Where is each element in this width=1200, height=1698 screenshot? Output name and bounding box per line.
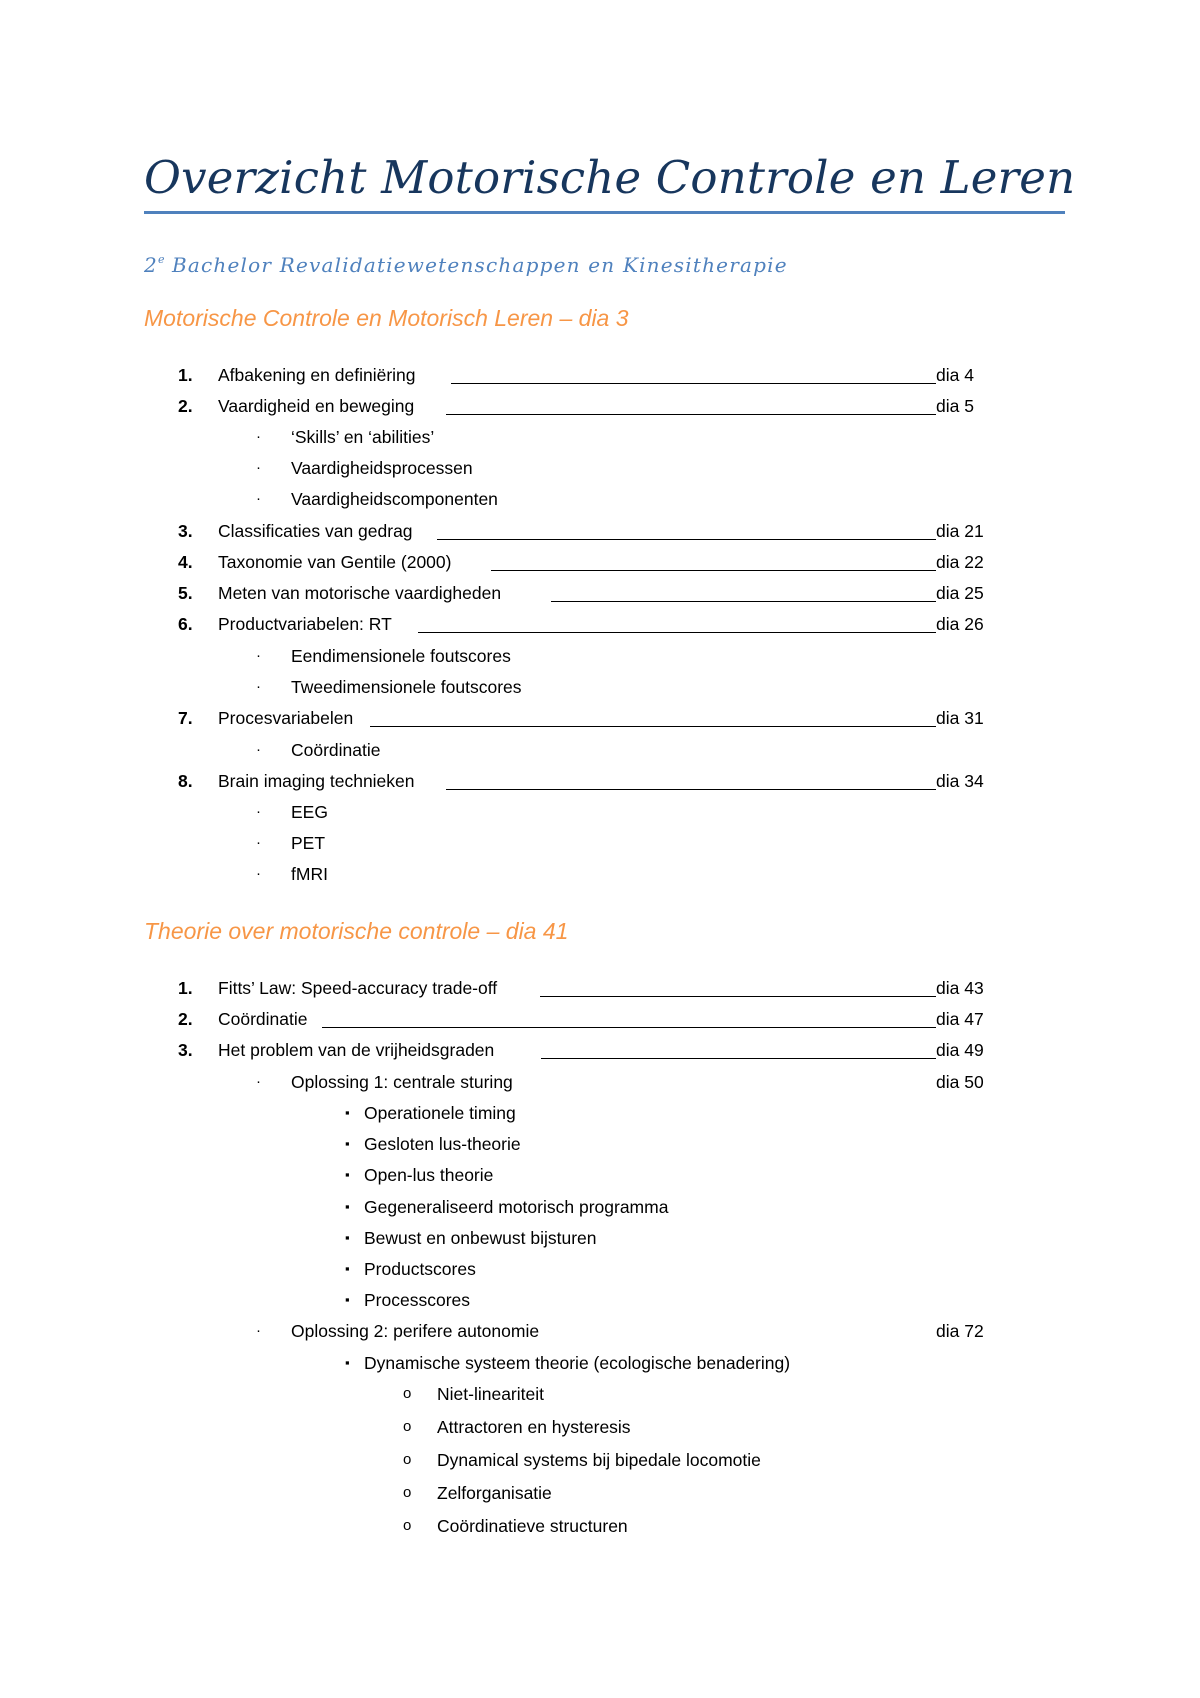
dotted-leader [491, 570, 936, 571]
slide-reference: dia 50 [936, 1072, 984, 1092]
dotted-leader [370, 726, 936, 727]
item-text: fMRI [291, 864, 328, 884]
item-text: Bewust en onbewust bijsturen [364, 1228, 597, 1248]
dotted-leader [322, 1027, 936, 1028]
subtitle-superscript: e [157, 253, 165, 266]
item-text: Dynamical systems bij bipedale locomotie [437, 1450, 761, 1470]
item-number: 1. [178, 365, 193, 385]
bullet-icon: · [256, 1073, 261, 1090]
item-text: Vaardigheidscomponenten [291, 489, 498, 509]
item-number: 4. [178, 552, 193, 572]
dotted-leader [451, 383, 936, 384]
item-text: Gegeneraliseerd motorisch programma [364, 1197, 669, 1217]
item-number: 5. [178, 583, 193, 603]
slide-reference: dia 34 [936, 771, 984, 791]
item-number: 3. [178, 521, 193, 541]
slide-reference: dia 21 [936, 521, 984, 541]
dotted-leader [418, 632, 936, 633]
item-text: Open-lus theorie [364, 1165, 494, 1185]
item-text: Vaardigheid en beweging [218, 396, 415, 416]
square-bullet-icon: ▪ [345, 1199, 350, 1214]
item-text: Coördinatie [291, 740, 381, 760]
item-text: PET [291, 833, 326, 853]
slide-reference: dia 47 [936, 1009, 984, 1029]
subtitle-text: Bachelor Revalidatiewetenschappen en Kinesitherapie [164, 253, 788, 277]
item-text: Classificaties van gedrag [218, 521, 413, 541]
document-subtitle [144, 245, 788, 280]
square-bullet-icon: ▪ [345, 1105, 350, 1120]
dotted-leader [540, 996, 936, 997]
item-number: 7. [178, 708, 193, 728]
slide-reference: dia 31 [936, 708, 984, 728]
bullet-icon: · [256, 803, 261, 820]
section-heading-1: Motorische Controle en Motorisch Leren – dia 3 [144, 305, 629, 331]
square-bullet-icon: ▪ [345, 1355, 350, 1370]
square-bullet-icon: ▪ [345, 1230, 350, 1245]
item-text: Tweedimensionele foutscores [291, 677, 522, 697]
item-text: ‘Skills’ en ‘abilities’ [291, 427, 435, 447]
item-number: 1. [178, 978, 193, 998]
bullet-icon: · [256, 647, 261, 664]
circle-bullet-icon: o [403, 1385, 412, 1402]
item-text: EEG [291, 802, 328, 822]
item-text: Operationele timing [364, 1103, 516, 1123]
item-text: Productvariabelen: RT [218, 614, 392, 634]
subtitle-number: 2 [144, 253, 158, 277]
slide-reference: dia 25 [936, 583, 984, 603]
item-text: Oplossing 1: centrale sturing [291, 1072, 513, 1092]
item-text: Dynamische systeem theorie (ecologische benadering) [364, 1353, 791, 1373]
item-text: Zelforganisatie [437, 1483, 552, 1503]
section-heading-2: Theorie over motorische controle – dia 41 [144, 918, 569, 944]
item-text: Oplossing 2: perifere autonomie [291, 1321, 540, 1341]
item-text: Gesloten lus-theorie [364, 1134, 521, 1154]
dotted-leader [541, 1058, 936, 1059]
bullet-icon: · [256, 490, 261, 507]
slide-reference: dia 43 [936, 978, 984, 998]
bullet-icon: · [256, 1322, 261, 1339]
bullet-icon: · [256, 834, 261, 851]
square-bullet-icon: ▪ [345, 1136, 350, 1151]
dotted-leader [437, 539, 936, 540]
circle-bullet-icon: o [403, 1418, 412, 1435]
item-text: Eendimensionele foutscores [291, 646, 511, 666]
slide-reference: dia 5 [936, 396, 974, 416]
bullet-icon: · [256, 428, 261, 445]
slide-reference: dia 26 [936, 614, 984, 634]
item-number: 2. [178, 396, 193, 416]
document-title: Overzicht Motorische Controle en Leren [144, 151, 1076, 204]
item-text: Coördinatie [218, 1009, 308, 1029]
square-bullet-icon: ▪ [345, 1261, 350, 1276]
bullet-icon: · [256, 741, 261, 758]
item-text: Processcores [364, 1290, 471, 1310]
item-text: Meten van motorische vaardigheden [218, 583, 502, 603]
item-number: 2. [178, 1009, 193, 1029]
item-number: 6. [178, 614, 193, 634]
item-number: 3. [178, 1040, 193, 1060]
item-text: Coördinatieve structuren [437, 1516, 628, 1536]
circle-bullet-icon: o [403, 1484, 412, 1501]
item-text: Productscores [364, 1259, 476, 1279]
item-text: Vaardigheidsprocessen [291, 458, 473, 478]
slide-reference: dia 72 [936, 1321, 984, 1341]
item-text: Het problem van de vrijheidsgraden [218, 1040, 495, 1060]
item-text: Fitts’ Law: Speed-accuracy trade-off [218, 978, 498, 998]
slide-reference: dia 22 [936, 552, 984, 572]
bullet-icon: · [256, 678, 261, 695]
item-text: Taxonomie van Gentile (2000) [218, 552, 452, 572]
slide-reference: dia 4 [936, 365, 974, 385]
title-underline [144, 211, 1065, 214]
square-bullet-icon: ▪ [345, 1292, 350, 1307]
circle-bullet-icon: o [403, 1517, 412, 1534]
bullet-icon: · [256, 459, 261, 476]
dotted-leader [446, 789, 936, 790]
item-text: Afbakening en definiëring [218, 365, 416, 385]
item-text: Procesvariabelen [218, 708, 354, 728]
item-text: Brain imaging technieken [218, 771, 415, 791]
slide-reference: dia 49 [936, 1040, 984, 1060]
dotted-leader [446, 414, 936, 415]
item-text: Attractoren en hysteresis [437, 1417, 631, 1437]
bullet-icon: · [256, 865, 261, 882]
item-number: 8. [178, 771, 193, 791]
item-text: Niet-lineariteit [437, 1384, 544, 1404]
circle-bullet-icon: o [403, 1451, 412, 1468]
square-bullet-icon: ▪ [345, 1167, 350, 1182]
dotted-leader [551, 601, 936, 602]
